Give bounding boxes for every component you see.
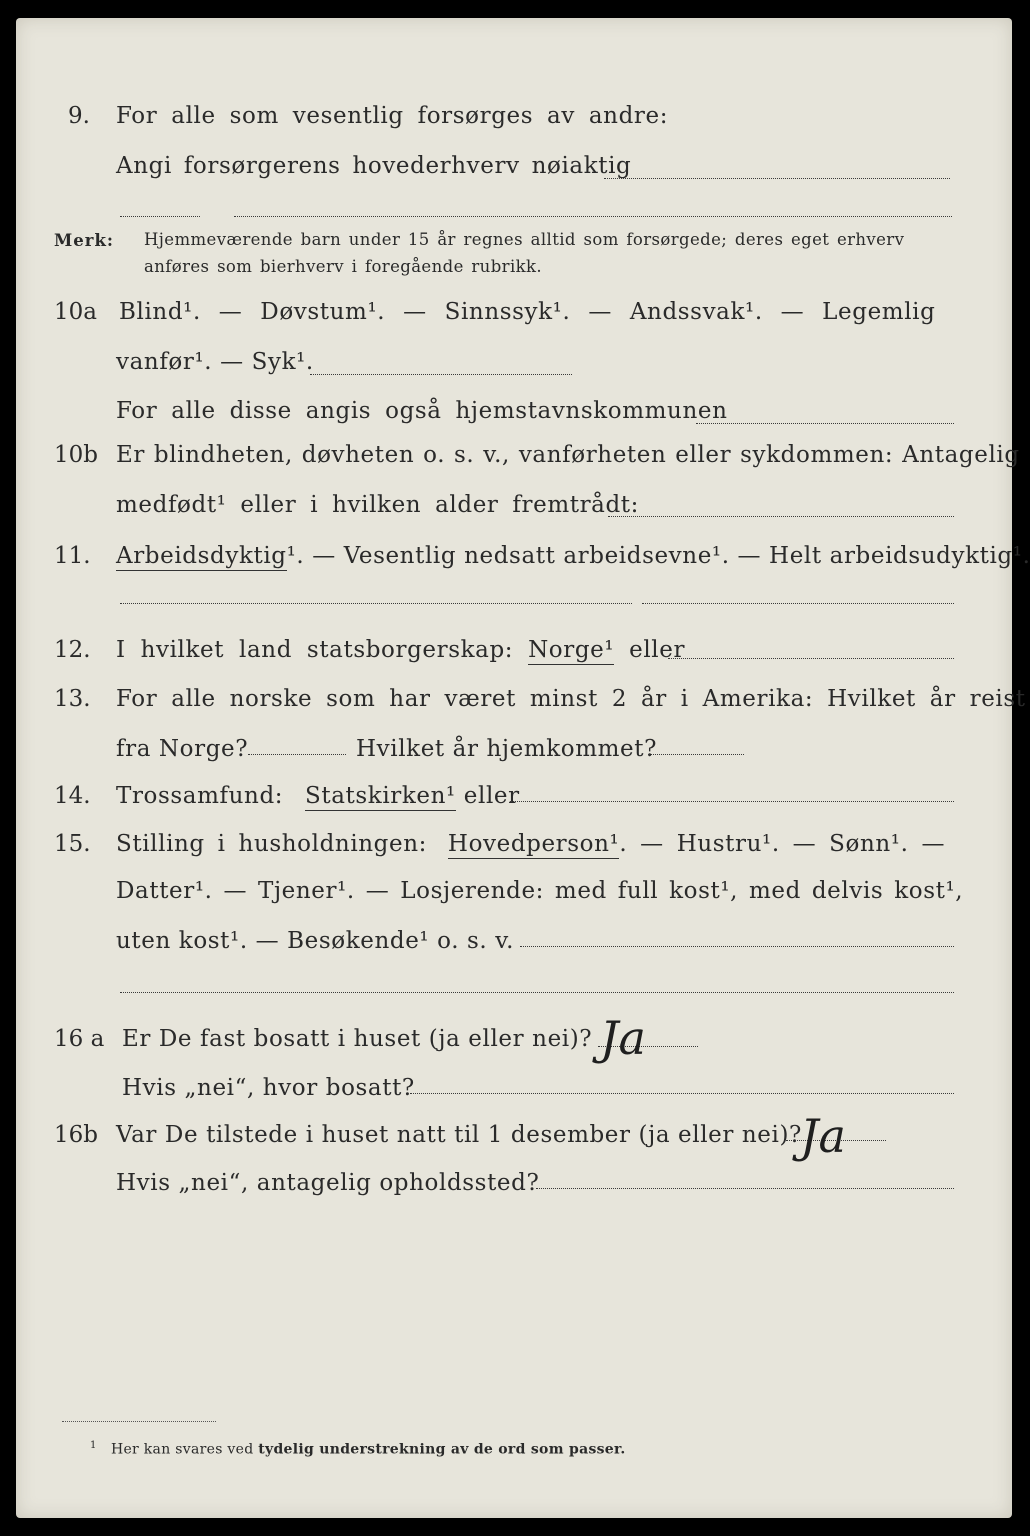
q11-number: 11.: [54, 543, 91, 569]
q13-emigration-year-line[interactable]: [248, 754, 346, 755]
q14-post: eller: [463, 783, 520, 809]
q12-number: 12.: [54, 637, 91, 663]
q15-line2: Datter¹. — Tjener¹. — Losjerende: med full kost¹, med delvis kost¹,: [116, 878, 964, 904]
q10a-line3: For alle disse angis også hjemstavnskommunen: [116, 398, 728, 424]
q16b-whereabouts-line[interactable]: [536, 1188, 954, 1189]
q9-answer-line[interactable]: [604, 178, 950, 179]
q14-option-statskirken[interactable]: Statskirken¹: [305, 783, 456, 809]
q11-line: [116, 545, 1030, 568]
q14-line: [116, 785, 520, 808]
footnote-text-plain: Her kan svares ved: [110, 1441, 254, 1458]
q13-number: 13.: [54, 686, 91, 712]
q16b-number: 16b: [54, 1122, 98, 1148]
q12-line: [116, 639, 685, 662]
q15-line1-rest: . — Hustru¹. — Sønn¹. —: [619, 831, 946, 857]
q10b-line2: medfødt¹ eller i hvilken alder fremtrådt:: [116, 492, 639, 518]
q9-line2: Angi forsørgerens hovederhverv nøiaktig: [116, 153, 632, 179]
q16a-handwritten-answer: [590, 1006, 680, 1086]
footnote-rule: [62, 1421, 216, 1422]
q12-answer-line[interactable]: [668, 658, 954, 659]
q11-line-b[interactable]: [642, 603, 954, 604]
q14-answer-line[interactable]: [510, 801, 954, 802]
merk-line2: anføres som bierhverv i foregående rubrikk.: [144, 257, 543, 276]
q15-extra-line[interactable]: [120, 992, 954, 993]
q11-line-a[interactable]: [120, 603, 632, 604]
merk-label: Merk:: [54, 231, 114, 250]
q12-pre: I hvilket land statsborgerskap:: [116, 637, 514, 663]
q15-option-hovedperson[interactable]: Hovedperson¹: [447, 831, 620, 857]
q15-line3: uten kost¹. — Besøkende¹ o. s. v.: [116, 928, 515, 954]
form-page: [16, 18, 1030, 1518]
q11-line-rest: ¹. — Vesentlig nedsatt arbeidsevne¹. — Helt arbeidsudyktig¹.: [286, 543, 1030, 569]
q10b-line1: Er blindheten, døvheten o. s. v., vanførheten eller sykdommen: Antagelig: [116, 442, 1020, 468]
q16a-line1: Er De fast bosatt i huset (ja eller nei)?: [122, 1026, 593, 1052]
q14-number: 14.: [54, 783, 91, 809]
q13-line1: For alle norske som har været minst 2 år i Amerika: Hvilket år reist: [116, 686, 1026, 712]
q9-number: 9.: [68, 103, 90, 129]
q15-line1: [116, 833, 945, 856]
merk-line1: Hjemmeværende barn under 15 år regnes alltid som forsørgede; deres eget erhverv: [144, 230, 905, 249]
q15-pre: Stilling i husholdningen:: [116, 831, 427, 857]
svg-text:Ja: Ja: [800, 1109, 846, 1163]
q16b-line1: Var De tilstede i huset natt til 1 desember (ja eller nei)?: [116, 1122, 802, 1148]
footnote-text-bold: tydelig understrekning av de ord som passer.: [258, 1441, 626, 1458]
q13-line2a: fra Norge?: [116, 736, 249, 762]
q9-extra-line-b[interactable]: [234, 216, 952, 217]
q10a-sick-line[interactable]: [310, 374, 572, 375]
q16a-number: 16 a: [54, 1026, 105, 1052]
q9-extra-line-a[interactable]: [120, 216, 200, 217]
q16b-handwritten-answer: [790, 1104, 880, 1184]
q12-option-norge[interactable]: Norge¹: [528, 637, 615, 663]
q10b-answer-line[interactable]: [608, 516, 954, 517]
footnote-mark: 1: [90, 1440, 97, 1451]
q16a-residence-line[interactable]: [410, 1093, 954, 1094]
q10a-number: 10a: [54, 299, 97, 325]
q12-post: eller: [629, 637, 686, 663]
q10a-line2: vanfør¹. — Syk¹.: [116, 349, 314, 375]
q13-line2b: Hvilket år hjemkommet?: [356, 736, 658, 762]
q10b-number: 10b: [54, 442, 98, 468]
q10a-home-municipality-line[interactable]: [696, 423, 954, 424]
footnote: [90, 1440, 626, 1458]
q15-answer-line[interactable]: [520, 946, 954, 947]
q13-return-year-line[interactable]: [648, 754, 744, 755]
q9-line1: For alle som vesentlig forsørges av andre:: [116, 103, 669, 129]
q16b-line2: Hvis „nei“, antagelig opholdssted?: [116, 1170, 540, 1196]
q16a-line2: Hvis „nei“, hvor bosatt?: [122, 1075, 415, 1101]
q11-option-arbeidsdyktig[interactable]: Arbeidsdyktig: [116, 543, 287, 569]
q14-pre: Trossamfund:: [116, 783, 284, 809]
svg-text:Ja: Ja: [600, 1011, 646, 1065]
q15-number: 15.: [54, 831, 91, 857]
q10a-line1: Blind¹. — Døvstum¹. — Sinnssyk¹. — Andssvak¹. — Legemlig: [119, 299, 936, 325]
